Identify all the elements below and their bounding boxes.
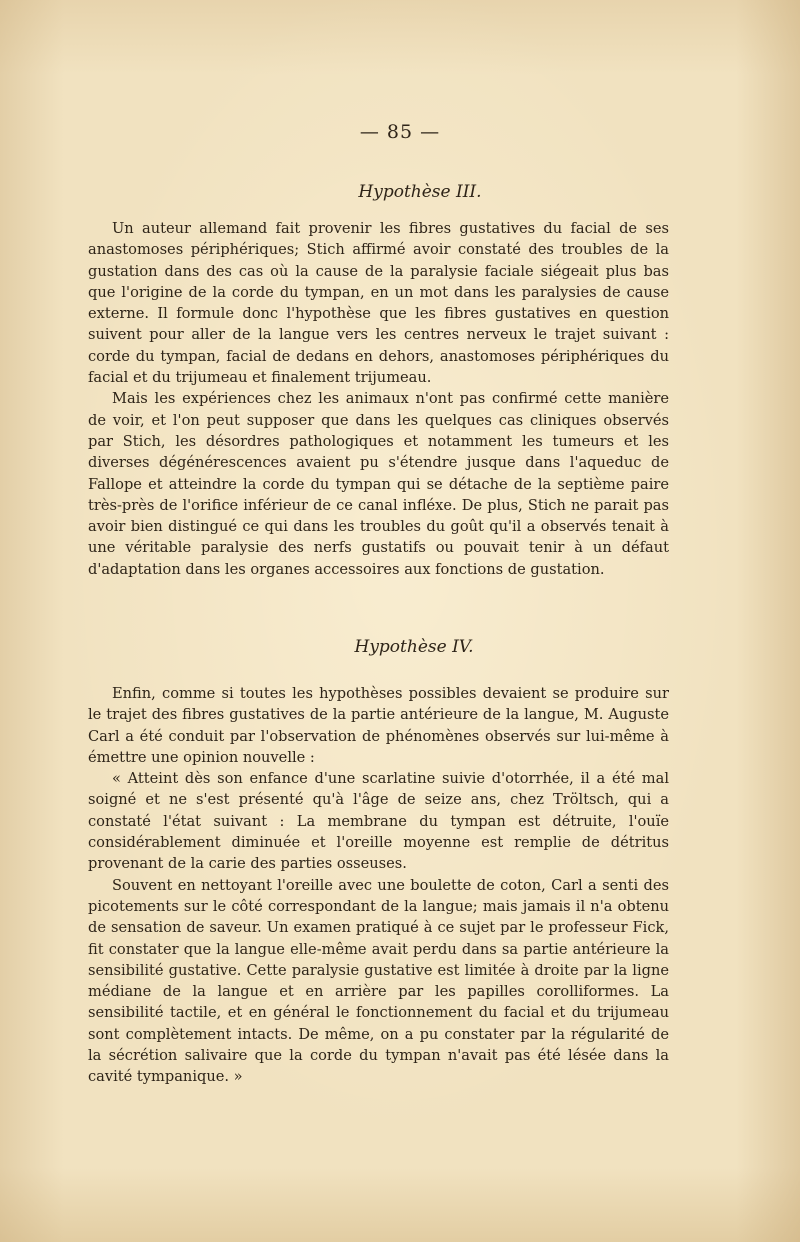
section-heading-hypothesis-3: Hypothèse III. <box>358 182 482 202</box>
quoted-paragraph: Souvent en nettoyant l'oreille avec une boulette de coton, Carl a senti des picotements sur le côté correspondant de la langue; mais jamais il n'a obtenu de sensation de saveur. Un examen pratiqué à ce sujet par le professeur Fick, fit constater que la langue elle-même avait perdu dans sa partie antérieure la sensibilité gustative. Cette paralysie gustative est limitée à droite par la ligne médiane de la langue et en arrière par les papilles corolliformes. La sensibilité tactile, et en général le fonctionnement du facial et du trijumeau sont complètement intacts. De même, on a pu constater par la régularité de la sécrétion salivaire que la corde du tympan n'avait pas été lésée dans la cavité tympanique. » <box>88 876 669 1086</box>
section-body-hypothesis-4 <box>88 683 669 1088</box>
paragraph: Un auteur allemand fait provenir les fibres gustatives du facial de ses anastomoses périphériques; Stich affirmé avoir constaté des troubles de la gustation dans des cas où la cause de la paralysie faciale siégeait plus bas que l'origine de la corde du tympan, en un mot dans les paralysies de cause externe. Il formule donc l'hypothèse que les fibres gustatives en question suivent pour aller de la langue vers les centres nerveux le trajet suivant : corde du tympan, facial de dedans en dehors, anastomoses périphériques du facial et du trijumeau et finalement trijumeau. <box>88 220 669 387</box>
section-heading-hypothesis-4: Hypothèse IV. <box>354 637 474 657</box>
paragraph: Mais les expériences chez les animaux n'ont pas confirmé cette manière de voir, et l'on peut supposer que dans les quelques cas cliniques observés par Stich, les désordres pathologiques et notamment les tumeurs et les diverses dégénérescences avaient pu s'étendre jusque dans l'aqueduc de Fallope et atteindre la corde du tympan qui se détache de la septième paire très-près de l'orifice inférieur de ce canal infléxe. De plus, Stich ne parait pas avoir bien distingué ce qui dans les troubles du goût qu'il a observés tenait à une véritable paralysie des nerfs gustatifs ou pouvait tenir à un défaut d'adaptation dans les organes accessoires aux fonctions de gustation. <box>88 390 669 578</box>
section-body-hypothesis-3 <box>88 218 669 580</box>
quoted-paragraph: « Atteint dès son enfance d'une scarlatine suivie d'otorrhée, il a été mal soigné et ne s'est présenté qu'à l'âge de seize ans, chez Tröltsch, qui a constaté l'état suivant : La membrane du tympan est détruite, l'ouïe considérablement diminuée et l'oreille moyenne est remplie de détritus provenant de la carie des parties osseuses. <box>88 770 669 873</box>
paragraph: Enfin, comme si toutes les hypothèses possibles devaient se produire sur le trajet des fibres gustatives de la partie antérieure de la langue, M. Auguste Carl a été conduit par l'observation de phénomènes observés sur lui-même à émettre une opinion nouvelle : <box>88 685 669 766</box>
page-number: — 85 — <box>359 121 441 143</box>
